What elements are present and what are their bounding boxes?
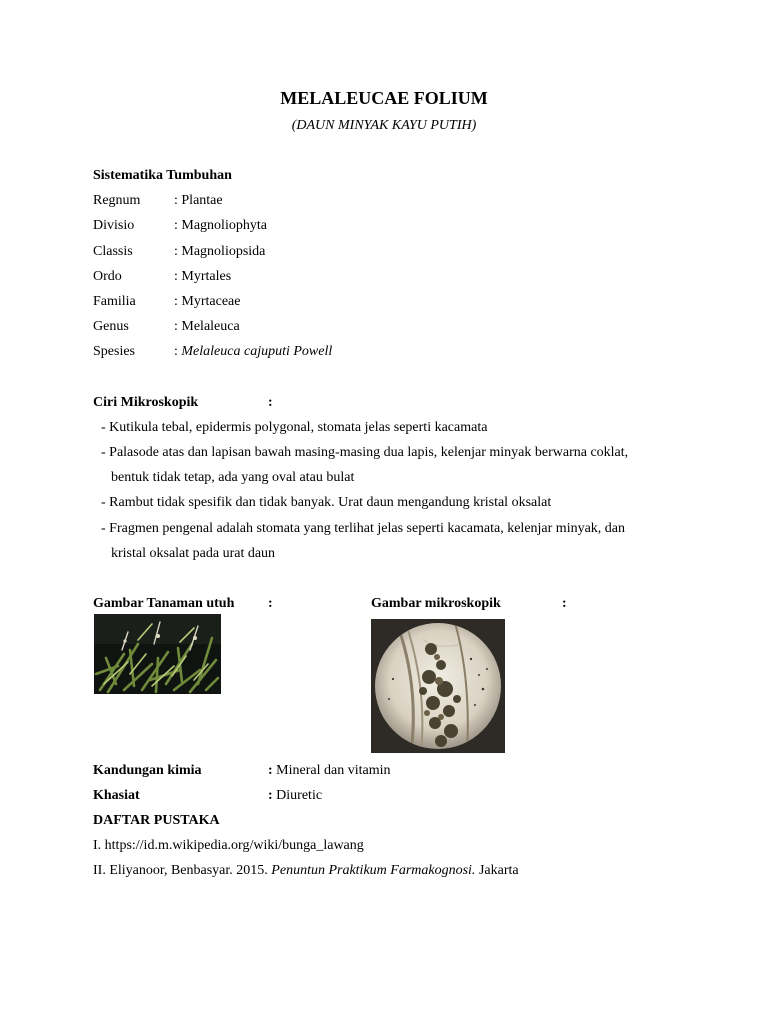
chemistry-text: Mineral dan vitamin xyxy=(272,763,391,778)
microscopic-item-continuation: bentuk tidak tetap, ada yang oval atau bulat xyxy=(111,470,355,485)
reference-2-title: Penuntun Praktikum Farmakognosi. xyxy=(271,863,476,878)
micro-image-colon: : xyxy=(562,596,567,611)
reference-item-2 xyxy=(93,864,519,878)
chemistry-label: Kandungan kimia xyxy=(93,763,202,778)
systematics-label-ordo: Ordo xyxy=(93,269,122,284)
systematics-value-regnum: : Plantae xyxy=(174,193,223,208)
microscopic-item: - Palasode atas dan lapisan bawah masing-masing dua lapis, kelenjar minyak berwarna coklat, xyxy=(101,445,629,460)
plant-photo xyxy=(94,614,221,694)
systematics-value-familia: : Myrtaceae xyxy=(174,294,241,309)
systematics-value-genus: : Melaleuca xyxy=(174,319,240,334)
references-heading: DAFTAR PUSTAKA xyxy=(93,813,220,828)
page-title: MELALEUCAE FOLIUM xyxy=(280,88,488,108)
reference-2-suffix: Jakarta xyxy=(475,863,519,878)
systematics-label-genus: Genus xyxy=(93,319,129,334)
systematics-value-divisio: : Magnoliophyta xyxy=(174,218,267,233)
efficacy-value xyxy=(268,789,322,803)
systematics-label-classis: Classis xyxy=(93,244,133,259)
reference-2-prefix: II. Eliyanoor, Benbasyar. 2015. xyxy=(93,863,272,878)
chemistry-value xyxy=(268,764,390,778)
chemistry-colon: : xyxy=(268,763,273,778)
reference-item-1: I. https://id.m.wikipedia.org/wiki/bunga_lawang xyxy=(93,838,364,853)
systematics-label-divisio: Divisio xyxy=(93,218,135,233)
spesies-name: Melaleuca cajuputi Powell xyxy=(181,344,333,359)
efficacy-text: Diuretic xyxy=(272,788,323,803)
plant-image-label: Gambar Tanaman utuh xyxy=(93,596,235,611)
systematics-value-spesies xyxy=(174,345,332,359)
systematics-heading: Sistematika Tumbuhan xyxy=(93,168,232,183)
microscopic-item-continuation: kristal oksalat pada urat daun xyxy=(111,546,276,561)
efficacy-colon: : xyxy=(268,788,273,803)
microscope-photo-graphic xyxy=(371,619,505,753)
systematics-label-regnum: Regnum xyxy=(93,193,141,208)
systematics-value-ordo: : Myrtales xyxy=(174,269,232,284)
systematics-value-classis: : Magnoliopsida xyxy=(174,244,266,259)
microscopic-colon: : xyxy=(268,395,273,410)
plant-photo-graphic xyxy=(94,614,221,694)
microscopic-item: - Fragmen pengenal adalah stomata yang terlihat jelas seperti kacamata, kelenjar minyak, dan xyxy=(101,521,626,536)
micro-image-label: Gambar mikroskopik xyxy=(371,596,501,611)
spesies-colon: : xyxy=(174,344,182,359)
systematics-label-spesies: Spesies xyxy=(93,344,135,359)
page-subtitle: (DAUN MINYAK KAYU PUTIH) xyxy=(291,118,477,133)
microscopic-item: - Rambut tidak spesifik dan tidak banyak. Urat daun mengandung kristal oksalat xyxy=(101,495,552,510)
systematics-label-familia: Familia xyxy=(93,294,136,309)
plant-image-colon: : xyxy=(268,596,273,611)
microscopic-heading: Ciri Mikroskopik xyxy=(93,395,199,410)
efficacy-label: Khasiat xyxy=(93,788,140,803)
microscope-photo xyxy=(371,619,505,753)
microscopic-item: - Kutikula tebal, epidermis polygonal, stomata jelas seperti kacamata xyxy=(101,420,488,435)
